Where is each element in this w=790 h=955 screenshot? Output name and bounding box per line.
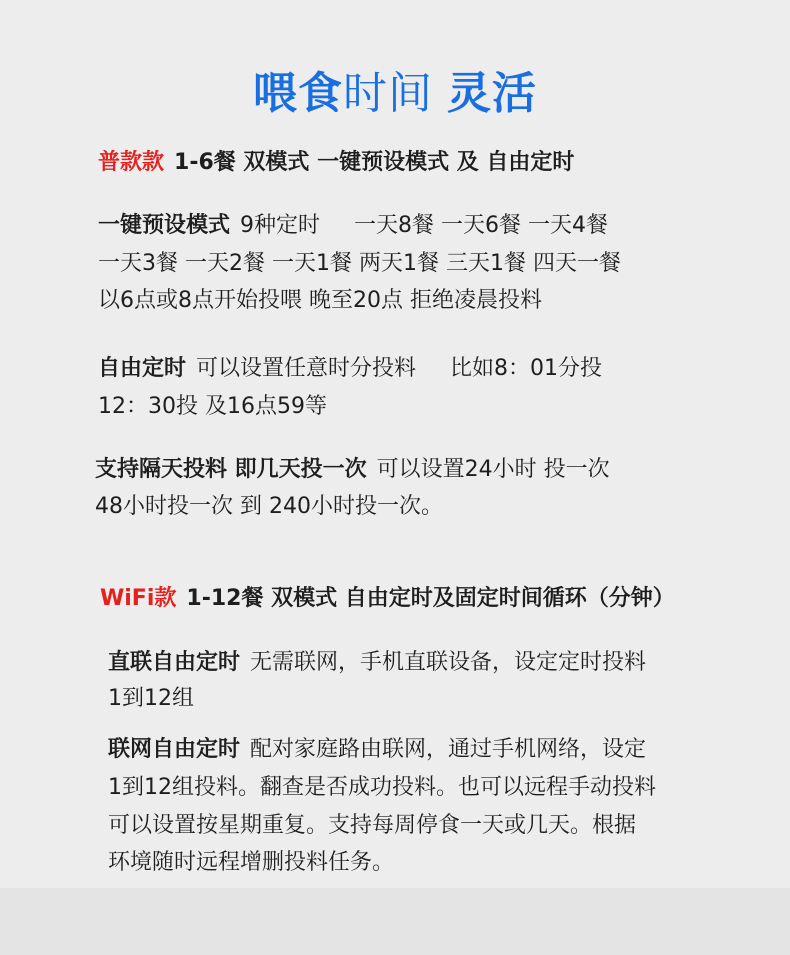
direct-line1-rest: 无需联网，手机直联设备，设定定时投料: [250, 650, 647, 675]
standard-tag: 普款款: [98, 150, 165, 175]
standard-header: [98, 148, 574, 178]
preset-line-2: 一天3餐 一天2餐 一天1餐 两天1餐 三天1餐 四天一餐: [98, 251, 621, 276]
interval-line-2: 48小时投一次 到 240小时投一次。: [95, 494, 443, 519]
preset-line1-rest: 一天8餐 一天6餐 一天4餐: [354, 213, 608, 238]
network-line-2: 1到12组投料。翻查是否成功投料。也可以远程手动投料: [108, 775, 656, 800]
free-line1-rest: 可以设置任意时分投料: [196, 356, 417, 381]
preset-line-3: 以6点或8点开始投喂 晚至20点 拒绝凌晨投料: [98, 288, 542, 313]
free-label: 自由定时: [98, 356, 187, 381]
free-example: 比如8：01分投: [450, 356, 603, 381]
direct-label: 直联自由定时: [108, 650, 241, 675]
bottom-band: [0, 888, 790, 955]
title-accent: 灵活: [447, 68, 537, 119]
preset-count: 9种定时: [240, 213, 321, 238]
direct-line-2: 1到12组: [108, 686, 194, 711]
network-line1-rest: 配对家庭路由联网，通过手机网络，设定: [250, 737, 647, 762]
direct-line-1: [108, 648, 646, 678]
network-line-3: 可以设置按星期重复。支持每周停食一天或几天。根据: [108, 813, 637, 838]
interval-label: 支持隔天投料 即几天投一次: [95, 457, 367, 482]
network-line-4: 环境随时远程增删投料任务。: [108, 850, 395, 875]
preset-line-1: [98, 211, 608, 241]
wifi-headline: 1-12餐 双模式 自由定时及固定时间循环（分钟）: [186, 586, 675, 611]
free-line-2: 12：30投 及16点59等: [98, 394, 327, 419]
title-bold: 喂食: [253, 68, 343, 119]
wifi-header: [100, 584, 675, 614]
free-line-1: [98, 354, 602, 384]
network-label: 联网自由定时: [108, 737, 241, 762]
title-light: 时间: [343, 68, 433, 119]
wifi-tag: WiFi款: [100, 586, 177, 611]
interval-line1-rest: 可以设置24小时 投一次: [376, 457, 610, 482]
interval-line-1: [95, 455, 610, 485]
preset-label: 一键预设模式: [98, 213, 231, 238]
network-line-1: [108, 735, 646, 765]
standard-headline: 1-6餐 双模式 一键预设模式 及 自由定时: [174, 150, 575, 175]
page-title: [0, 66, 790, 122]
